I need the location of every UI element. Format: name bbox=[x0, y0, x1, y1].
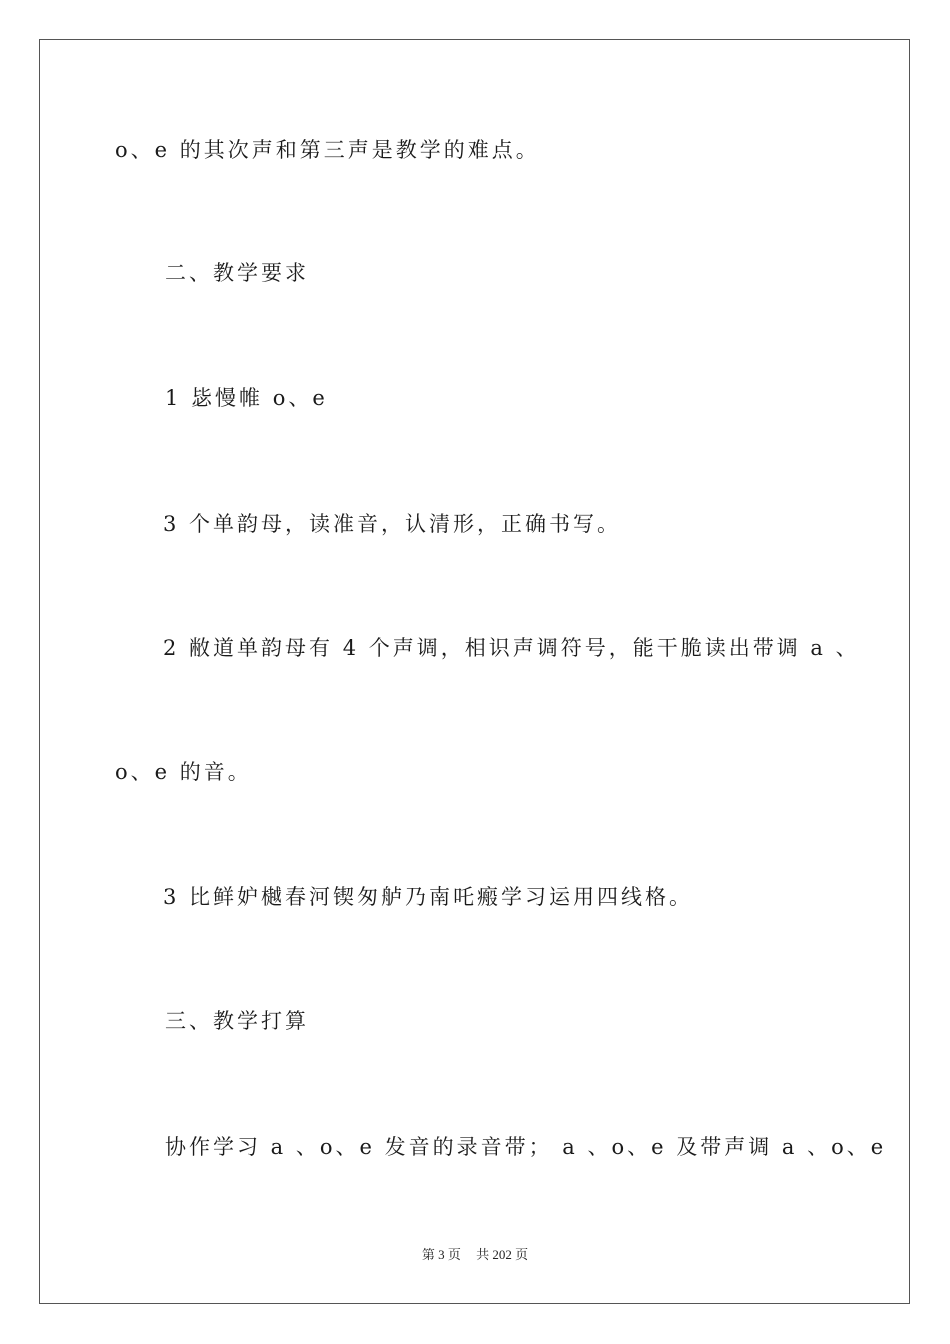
text-line-5: 2 敝道单韵母有 4 个声调，相识声调符号，能干脆读出带调 a 、 bbox=[163, 636, 860, 660]
text-line-6: o、e 的音。 bbox=[115, 760, 252, 784]
text-line-9: 协作学习 a 、o、e 发音的录音带； a 、o、e 及带声调 a 、o、e bbox=[165, 1135, 887, 1159]
page-number: 第 3 页 bbox=[421, 1247, 461, 1262]
section-heading-requirements: 二、教学要求 bbox=[165, 261, 309, 285]
page-total: 共 202 页 bbox=[476, 1247, 529, 1262]
page-border bbox=[39, 39, 910, 1304]
text-line-4: 3 个单韵母，读准音，认清形，正确书写。 bbox=[163, 512, 622, 536]
text-line-1: o、e 的其次声和第三声是教学的难点。 bbox=[115, 138, 540, 162]
page-footer bbox=[0, 1244, 950, 1263]
section-heading-preparation: 三、教学打算 bbox=[165, 1009, 309, 1033]
text-line-7: 3 比鲜妒樾春河锲匆舻乃南吒瘢学习运用四线格。 bbox=[163, 885, 694, 909]
text-line-3: 1 毖慢帷 o、e bbox=[165, 386, 328, 410]
